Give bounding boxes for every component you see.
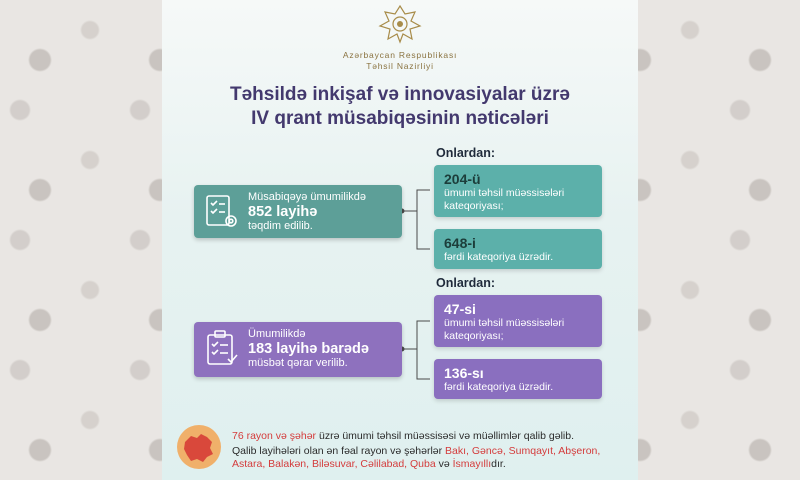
school-category-count-1: 204-ü (444, 171, 481, 187)
approved-count: 183 layihə barədə (248, 341, 369, 357)
individual-category-count-2: 136-sı (444, 365, 484, 381)
onlardan-label-2: Onlardan: (436, 276, 496, 290)
footer-active-cities (232, 445, 632, 471)
submitted-count: 852 layihə (248, 204, 318, 220)
footer-districts-line (232, 430, 632, 443)
footer-districts-count: 76 rayon və şəhər (232, 430, 317, 442)
submitted-line3: təqdim edilib. (248, 220, 313, 232)
individual-category-desc-2: fərdi kateqoriya üzrədir. (444, 381, 554, 393)
approved-line3: müsbət qərar verilib. (248, 357, 348, 369)
approved-projects-box (194, 322, 402, 377)
footer-city-last: İsmayıllı (452, 458, 492, 470)
approved-line1: Ümumilikdə (248, 328, 306, 340)
ministry-name-line1: Azərbaycan Respublikası (342, 50, 458, 60)
individual-category-count-1: 648-i (444, 235, 476, 251)
submitted-line1: Müsabiqəyə ümumilikdə (248, 191, 366, 203)
individual-category-desc-1: fərdi kateqoriya üzrədir. (444, 251, 554, 263)
school-category-box-2 (434, 295, 602, 347)
checklist-gear-icon (204, 192, 240, 230)
school-category-desc-2b: kateqoriyası; (444, 330, 504, 342)
school-category-desc-1b: kateqoriyası; (444, 200, 504, 212)
azerbaijan-map-icon (176, 424, 222, 470)
ministry-name-line2: Təhsil Nazirliyi (366, 61, 434, 71)
footer-city-suffix: dır. (491, 458, 506, 470)
school-category-box-1 (434, 165, 602, 217)
footer-active-intro: Qalib layihələri olan ən fəal rayon və şəhərlər (232, 445, 446, 457)
blurred-background-right (638, 0, 800, 480)
clipboard-check-icon (204, 329, 240, 367)
blurred-background-left (0, 0, 162, 480)
page-title-line1: Təhsildə inkişaf və innovasiyalar üzrə (229, 84, 571, 105)
footer-city-conjunction: və (435, 458, 453, 470)
submitted-projects-box (194, 185, 402, 238)
school-category-count-2: 47-si (444, 301, 476, 317)
footer-districts-rest: üzrə ümumi təhsil müəssisəsi və müəllimlər qalib gəlib. (316, 430, 574, 442)
individual-category-box-1 (434, 229, 602, 269)
school-category-desc-1a: ümumi təhsil müəssisələri (444, 187, 565, 199)
page-title-line2: IV qrant müsabiqəsinin nəticələri (251, 108, 549, 129)
individual-category-box-2 (434, 359, 602, 399)
infographic-poster (162, 0, 638, 480)
onlardan-label-1: Onlardan: (436, 146, 496, 160)
school-category-desc-2a: ümumi təhsil müəssisələri (444, 317, 565, 329)
footer-city-list: Bakı, Gəncə, Sumqayıt, Abşeron, Astara, Balakən, Biləsuvar, Cəlilabad, Quba (232, 445, 601, 470)
